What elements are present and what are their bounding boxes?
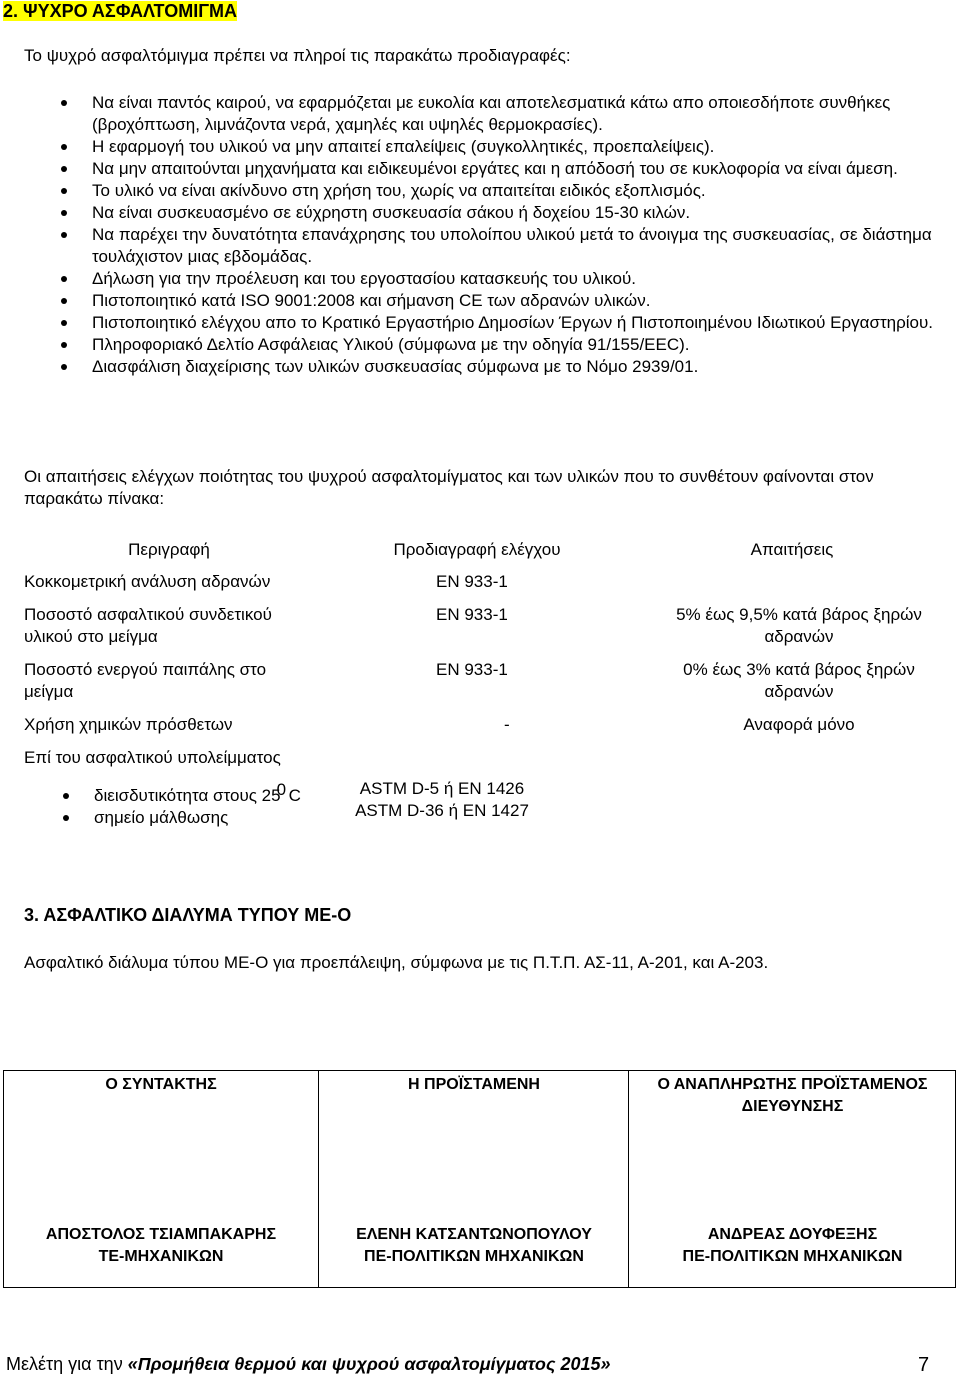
table-cell: EN 933-1 — [436, 572, 508, 591]
table-cell: 0% έως 3% κατά βάρος ξηρών αδρανών — [683, 660, 915, 701]
binder-residue-label: Επί του ασφαλτικού υπολείμματος — [24, 748, 281, 767]
table-cell: EN 933-1 — [436, 660, 508, 679]
table-cell-spec — [314, 747, 640, 837]
list-item: Δήλωση για την προέλευση και του εργοστασίου κατασκευής του υλικού. — [22, 268, 942, 290]
table-header-row — [24, 538, 944, 571]
list-item: Πιστοποιητικό ελέγχου απο το Κρατικό Εργαστήριο Δημοσίων Έργων ή Πιστοποιημένου Ιδιωτικού Εργαστηρίου. — [22, 312, 942, 334]
spec-line: ASTM D-5 ή EN 1426 — [359, 779, 525, 798]
section-2-title — [0, 0, 319, 22]
list-item: Το υλικό να είναι ακίνδυνο στη χρήση του, χωρίς να απαιτείται ειδικός εξοπλισμός. — [22, 180, 942, 202]
table-row — [24, 747, 944, 837]
section-3-text: Ασφαλτικό διάλυμα τύπου ΜΕ-Ο για προεπάλειψη, σύμφωνα με τις Π.Τ.Π. ΑΣ-11, Α-201, και Α-203. — [24, 953, 769, 972]
table-cell — [640, 571, 944, 604]
footer-title: «Προμήθεια θερμού και ψυχρού ασφαλτομίγματος 2015» — [127, 1354, 611, 1374]
list-item: Διασφάλιση διαχείρισης των υλικών συσκευασίας σύμφωνα με το Νόμο 2939/01. — [22, 356, 942, 378]
signature-name — [629, 1224, 956, 1268]
section-3-title: 3. ΑΣΦΑΛΤΙΚΟ ΔΙΑΛΥΜΑ ΤΥΠΟΥ ΜΕ-Ο — [24, 905, 352, 925]
signatory-name: ΑΝΔΡΕΑΣ ΔΟΥΦΕΞΗΣ — [707, 1226, 878, 1243]
page-number: 7 — [918, 1354, 930, 1376]
list-item: Να είναι παντός καιρού, να εφαρμόζεται με ευκολία και αποτελεσματικά κάτω απο οποιεσδήποτε συνθήκες (βροχόπτωση, λιμνάζοντα νερά, χαμηλές και υψηλές θερμοκρασίες). — [22, 92, 942, 136]
signature-title: Η ΠΡΟΪΣΤΑΜΕΝΗ — [408, 1076, 540, 1093]
table-cell: Χρήση χημικών πρόσθετων — [24, 715, 233, 734]
signature-title-line: ΔΙΕΥΘΥΝΣΗΣ — [741, 1098, 844, 1115]
list-item — [24, 780, 314, 807]
signature-title-line: Ο ΑΝΑΠΛΗΡΩΤΗΣ ΠΡΟΪΣΤΑΜΕΝΟΣ — [657, 1076, 928, 1093]
list-item: Η εφαρμογή του υλικού να μην απαιτεί επαλείψεις (συγκολλητικές, προεπαλείψεις). — [22, 136, 942, 158]
list-item: Πληροφοριακό Δελτίο Ασφάλειας Υλικού (σύμφωνα με την οδηγία 91/155/EEC). — [22, 334, 942, 356]
table-header-cell: Περιγραφή — [128, 540, 210, 559]
table-intro: Οι απαιτήσεις ελέγχων ποιότητας του ψυχρού ασφαλτομίγματος και των υλικών που το συνθέτουν φαίνονται στον παρακάτω πίνακα: — [24, 467, 874, 508]
footer-prefix: Μελέτη για την — [6, 1354, 128, 1374]
table-row — [24, 604, 944, 659]
list-item: Πιστοποιητικό κατά ISO 9001:2008 και σήμανση CE των αδρανών υλικών. — [22, 290, 942, 312]
table-header-cell: Προδιαγραφή ελέγχου — [393, 540, 561, 559]
celsius-unit: C — [288, 786, 301, 805]
spec-line: ASTM D-36 ή EN 1427 — [355, 801, 529, 820]
list-item: Να μην απαιτούνται μηχανήματα και ειδικευμένοι εργάτες και η απόδοσή του σε κυκλοφορία να είναι άμεση. — [22, 158, 942, 180]
signatory-role: ΤΕ-ΜΗΧΑΝΙΚΩΝ — [98, 1248, 224, 1265]
quality-control-table — [24, 538, 944, 837]
signatory-name: ΕΛΕΝΗ ΚΑΤΣΑΝΤΩΝΟΠΟΥΛΟΥ — [356, 1226, 592, 1243]
section-2-title-text: 2. ΨΥΧΡΟ ΑΣΦΑΛΤΟΜΙΓΜΑ — [3, 1, 238, 21]
signatory-name: ΑΠΟΣΤΟΛΟΣ ΤΣΙΑΜΠΑΚΑΡΗΣ — [45, 1226, 277, 1243]
penetration-label: διεισδυτικότητα στους 25 — [94, 786, 281, 805]
table-row — [24, 714, 944, 747]
table-cell — [640, 747, 944, 837]
signature-name — [4, 1224, 318, 1268]
table-cell: Ποσοστό ενεργού παιπάλης στο μείγμα — [24, 660, 267, 701]
table-cell: Αναφορά μόνο — [743, 715, 855, 734]
table-header-cell: Απαιτήσεις — [750, 540, 834, 559]
table-cell: Ποσοστό ασφαλτικού συνδετικού υλικού στο μείγμα — [24, 605, 272, 646]
table-row — [24, 571, 944, 604]
table-cell-binder-residue — [24, 747, 314, 837]
degree-sup: 0 — [276, 780, 287, 799]
signatory-role: ΠΕ-ΠΟΛΙΤΙΚΩΝ ΜΗΧΑΝΙΚΩΝ — [682, 1248, 903, 1265]
list-item: σημείο μάλθωσης — [24, 807, 314, 829]
table-cell: 5% έως 9,5% κατά βάρος ξηρών αδρανών — [676, 605, 922, 646]
table-cell: Κοκκομετρική ανάλυση αδρανών — [24, 572, 271, 591]
signature-cell-author — [4, 1071, 318, 1287]
table-cell: - — [504, 715, 510, 734]
signatory-role: ΠΕ-ΠΟΛΙΤΙΚΩΝ ΜΗΧΑΝΙΚΩΝ — [364, 1248, 584, 1265]
section-2-intro: Το ψυχρό ασφαλτόμιγμα πρέπει να πληροί τις παρακάτω προδιαγραφές: — [24, 46, 571, 65]
signature-title: Ο ΣΥΝΤΑΚΤΗΣ — [105, 1076, 217, 1093]
page-footer — [6, 1353, 936, 1375]
binder-residue-list — [24, 780, 314, 829]
list-item: Να παρέχει την δυνατότητα επανάχρησης του υπολοίπου υλικού μετά το άνοιγμα της συσκευασίας, σε διάστημα τουλάχιστον μιας εβδομάδας. — [22, 224, 942, 268]
signature-cell-head — [318, 1071, 629, 1287]
table-row — [24, 659, 944, 714]
signature-cell-deputy — [628, 1071, 956, 1287]
table-cell: EN 933-1 — [436, 605, 508, 624]
spec-bullet-list — [22, 92, 942, 378]
signature-table — [3, 1070, 956, 1288]
list-item: Να είναι συσκευασμένο σε εύχρηστη συσκευασία σάκου ή δοχείου 15-30 κιλών. — [22, 202, 942, 224]
signature-name — [319, 1224, 629, 1268]
signature-title — [629, 1074, 956, 1118]
